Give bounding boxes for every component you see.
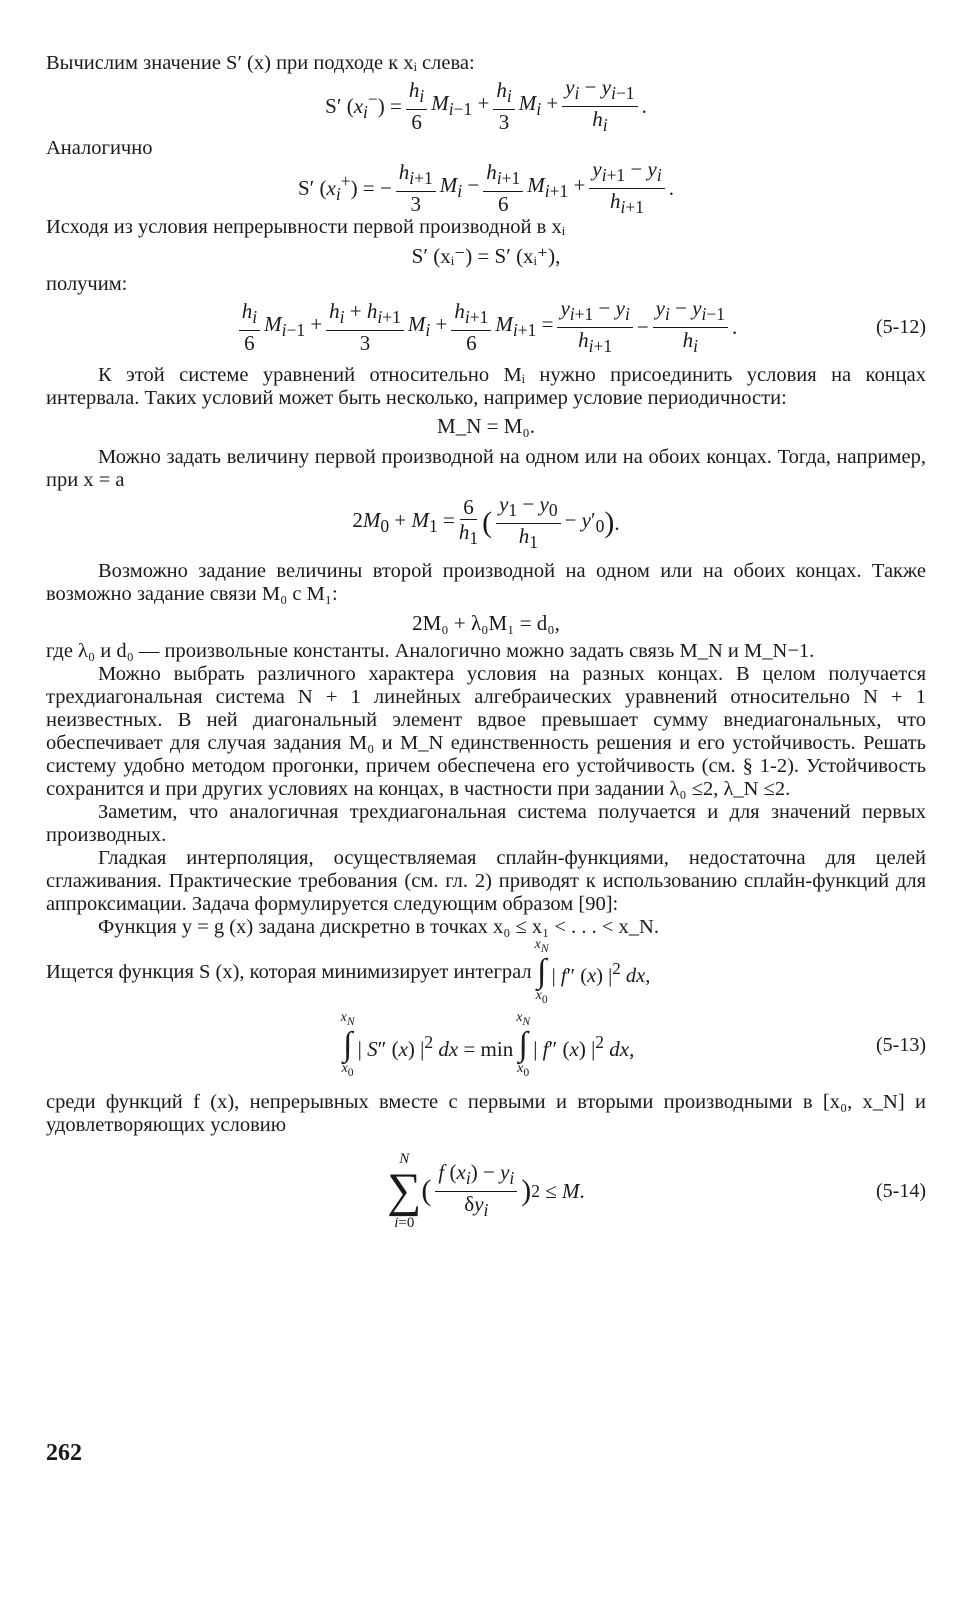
equation-number: (5-14) — [876, 1180, 926, 1202]
paragraph-6: Можно задать величину первой производной на одном или на обоих концах. Тогда, например, при x = a — [46, 446, 926, 491]
equation-number: (5-13) — [876, 1034, 926, 1056]
paragraph-13: Ищется функция S (x), которая минимизирует интеграл — [46, 960, 532, 983]
formula-5-14: N ∑ i=0 ( f $(x_i) - y_i$ $\delta y_i$ ) 2 ≤ M. (5-14) — [387, 1151, 926, 1231]
integral-line: Ищется функция S (x), которая минимизирует интеграл $x_N$ ∫ $x_0$ | f″ (x) $|^2$ dx, — [46, 937, 651, 1006]
paragraph-14: среди функций f (x), непрерывных вместе с первыми и вторыми производными в [x₀, x_N] и удовлетворяющих условию — [46, 1091, 926, 1136]
formula-s-right: S′ $(x_i^+)$ = − $\frac{h_{i+1}}{3}$ $M_i$ − $\frac{h_{i+1}}{6}$ $M_{i+1}$ + $\frac{y_{i+1} - y_i}{h_{i+1}}$ . — [298, 157, 674, 217]
formula-5-12: $h_i$ 6 $M_{i-1}$ + $\frac{h_i + h_{i+1}}{3}$ $M_i$ + $\frac{h_{i+1}}{6}$ $M_{i+1}$ = $\frac{y_{i+1} - y_i}{h_{i+1}}$ − $\frac{y_i - y_{i-1}}{h_i}$ . (5-12) — [46, 296, 926, 358]
formula-link: 2M₀ + λ₀M₁ = d₀, — [412, 611, 560, 635]
paragraph-5: К этой системе уравнений относительно Mᵢ нужно присоединить условия на концах интервала. Таких условий может быть несколько, например условие периодичности: — [46, 364, 926, 409]
paragraph-8: где λ₀ и d₀ — произвольные константы. Аналогично можно задать связь M_N и M_N−1. — [46, 640, 815, 662]
paragraph-11: Гладкая интерполяция, осуществляемая сплайн-функциями, недостаточна для целей сглаживания. Практические требования (см. гл. 2) приводят к использованию сплайн-функций для аппроксимации. Задача формулируется следующим образом [90]: — [46, 847, 926, 915]
paragraph-3: Исходя из условия непрерывности первой производной в xᵢ — [46, 216, 566, 238]
formula-periodic: M_N = M₀. — [437, 414, 535, 438]
paragraph-9: Можно выбрать различного характера условия на разных концах. В целом получается трехдиагональная система N + 1 линейных алгебраических уравнений относительно N + 1 неизвестных. В ней диагональный элемент вдвое превышает сумму внедиагональных, что обеспечивает для случая задания M₀ и M_N единственность решения и его устойчивость. Решать систему удобно методом прогонки, причем обеспечена его устойчивость (см. § 1-2). Устойчивость сохранится и при других условиях на концах, в частности при задании λ₀ ≤2, λ_N ≤2. — [46, 663, 926, 800]
integral-sign: $x_N$ ∫ $x_0$ — [534, 937, 549, 1006]
equation-number: (5-12) — [876, 316, 926, 338]
formula-s-left: S′ $(x_i^-)$ = $\frac{h_i}{6}$ $M_{i-1}$ + $\frac{h_i}{3}$ $M_i$ + $\frac{y_i - y_{i-1}}{h_i}$ . — [325, 75, 647, 135]
formula-continuity: S′ (xᵢ⁻) = S′ (xᵢ⁺), — [411, 244, 561, 268]
paragraph-12: Функция y = g (x) задана дискретно в точках x₀ ≤ x₁ < . . . < x_N. — [98, 916, 659, 938]
formula-first-derivative: $2M_0 + M_1$ = $\frac{6}{h_1}$ ( $y_1 - y_0$ $h_1$ − $y'_0$ ) . — [352, 492, 620, 552]
formula-5-13: $x_N$ ∫ $x_0$ | S″ (x) $|^2$ dx = min $x_N$ ∫ $x_0$ | f″ (x) $|^2$ dx, (5-13) — [340, 1010, 926, 1079]
paragraph-7: Возможно задание величины второй производной на одном или на обоих концах. Также возможно задание связи M₀ с M₁: — [46, 560, 926, 605]
paragraph-2: Аналогично — [46, 137, 153, 159]
paragraph-1: Вычислим значение S′ (x) при подходе к xᵢ слева: — [46, 52, 475, 74]
page-number: 262 — [46, 1440, 82, 1466]
paragraph-10: Заметим, что аналогичная трехдиагональная система получается и для значений первых производных. — [46, 801, 926, 846]
page-body — [46, 52, 926, 1245]
paragraph-4: получим: — [46, 273, 128, 295]
sum-sign: N ∑ i=0 — [387, 1151, 422, 1231]
